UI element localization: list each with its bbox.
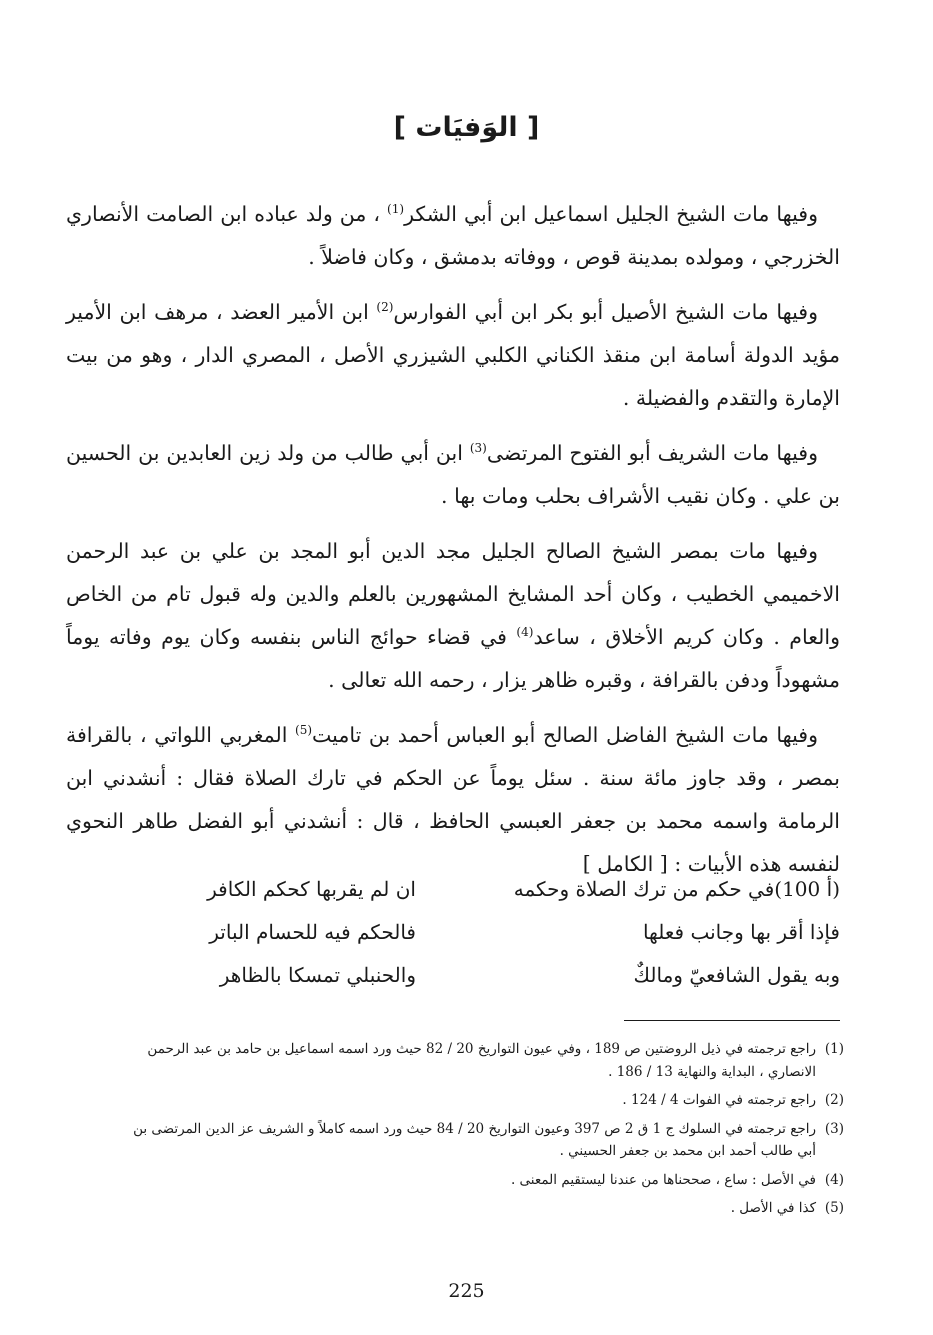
paragraph-3 — [66, 432, 840, 518]
paragraph-text: وفيها مات الشيخ الجليل اسماعيل ابن أبي الشكر — [404, 202, 819, 226]
hemistich-text: في حكم من ترك الصلاة وحكمه — [513, 877, 775, 901]
footnote-divider — [624, 1020, 840, 1021]
section-title: [ الوَفيَات ] — [393, 112, 540, 143]
verse-line — [66, 954, 840, 997]
footnote-item — [66, 1197, 844, 1220]
verse-first-hemistich — [490, 911, 840, 954]
verse-line — [66, 868, 840, 911]
footnote-ref: (1) — [387, 202, 405, 217]
paragraph-2 — [66, 291, 840, 420]
paragraph-text: وفيها مات بمصر الشيخ الصالح الجليل مجد الدين أبو المجد بن علي بن عبد الرحمن الاخميمي الخطيب ، وكان أحد المشايخ المشهورين بالعلم والدين وله قبول تام من الخاص والعام . وكان كريم الأخلاق ، ساعد — [66, 539, 840, 649]
footnote-number: (3) — [824, 1120, 844, 1137]
footnote-ref: (4) — [516, 625, 534, 640]
paragraph-1 — [66, 193, 840, 279]
footnote-number: (4) — [824, 1171, 844, 1188]
footnote-line: راجع ترجمته في الفوات 4 / 124 . — [622, 1092, 816, 1108]
hemistich-text: وبه يقول الشافعيّ ومالكٌ — [633, 963, 840, 987]
paragraph-text: المغربي اللواتي ، بالقرافة بمصر ، وقد جاوز مائة سنة . سئل يوماً عن الحكم في تارك الصلاة فقال : أنشدني ابن الرمامة واسمه محمد بن جعفر العبسي الحافظ ، قال : أنشدني أبو الفضل طاهر النحوي لنفسه هذه الأبيات : [ الكامل ] — [66, 723, 840, 876]
footnote-ref: (2) — [376, 300, 394, 315]
footnote-ref: (3) — [469, 441, 487, 456]
page-number: 225 — [448, 1280, 485, 1302]
paragraph-text: في قضاء حوائج الناس بنفسه وكان يوم وفاته يوماً مشهوداً ودفن بالقرافة ، وقبره ظاهر يزار ، رحمه الله تعالى . — [66, 625, 840, 692]
footnote-line: راجع ترجمته في السلوك ج 1 ق 2 ص 397 وعيون التواريخ 20 / 84 حيث ورد اسمه كاملاً و الشريف عز الدين المرتضى بن — [133, 1120, 816, 1137]
footnote-number: (5) — [824, 1200, 844, 1216]
paragraph-text: ابن الأمير العضد ، مرهف ابن الأمير مؤيد الدولة أسامة ابن منقذ الكناني الكلبي الشيزري الأصل ، المصري الدار ، وهو من بيت الإمارة والتقدم والفضيلة . — [66, 300, 840, 410]
footnotes — [66, 1038, 844, 1226]
verse-first-hemistich — [490, 868, 840, 911]
footnote-item — [66, 1089, 844, 1112]
verse-second-hemistich: ان لم يقربها كحكم الكافر — [207, 877, 416, 901]
footnote-line: أبي طالب أحمد ابن محمد بن جعفر الحسيني . — [559, 1143, 816, 1159]
poem — [66, 868, 840, 997]
footnote-ref: (5) — [295, 723, 313, 738]
footnote-line: الانصاري ، البداية والنهاية 13 / 186 . — [608, 1063, 816, 1080]
footnote-line: كذا في الأصل . — [730, 1200, 816, 1216]
hemistich-text: فإذا أقر بها وجانب فعلها — [642, 920, 840, 944]
paragraph-5 — [66, 714, 840, 886]
footnote-line: راجع ترجمته في ذيل الروضتين ص 189 ، وفي عيون التواريخ 20 / 82 حيث ورد اسمه اسماعيل بن حامد بن عبد الرحمن — [147, 1041, 816, 1057]
verse-line — [66, 911, 840, 954]
folio-marker: (100 أ) — [774, 877, 840, 901]
verse-first-hemistich — [490, 954, 840, 997]
main-text — [66, 193, 840, 898]
footnote-number: (1) — [824, 1041, 844, 1057]
verse-second-hemistich: فالحكم فيه للحسام الباتر — [209, 920, 416, 944]
verse-second-hemistich: والحنبلي تمسكا بالظاهر — [219, 963, 416, 987]
footnote-number: (2) — [824, 1092, 844, 1108]
footnote-item — [66, 1038, 844, 1083]
paragraph-text: وفيها مات الشريف أبو الفتوح المرتضى — [486, 441, 818, 465]
paragraph-text: ، من ولد عباده ابن الصامت الأنصاري الخزرجي ، ومولده بمدينة قوص ، ووفاته بدمشق ، وكان فاضلاً . — [66, 202, 840, 269]
paragraph-text: ابن أبي طالب من ولد زين العابدين بن الحسين بن علي . وكان نقيب الأشراف بحلب ومات بها . — [66, 441, 840, 508]
paragraph-text: وفيها مات الشيخ الأصيل أبو بكر ابن أبي الفوارس — [393, 300, 818, 324]
paragraph-text: وفيها مات الشيخ الفاضل الصالح أبو العباس أحمد بن تاميت — [312, 723, 819, 747]
footnote-item — [66, 1118, 844, 1163]
footnote-item — [66, 1169, 844, 1192]
footnote-line: في الأصل : ساع ، صححناها من عندنا ليستقيم المعنى . — [510, 1171, 816, 1188]
paragraph-4 — [66, 530, 840, 702]
